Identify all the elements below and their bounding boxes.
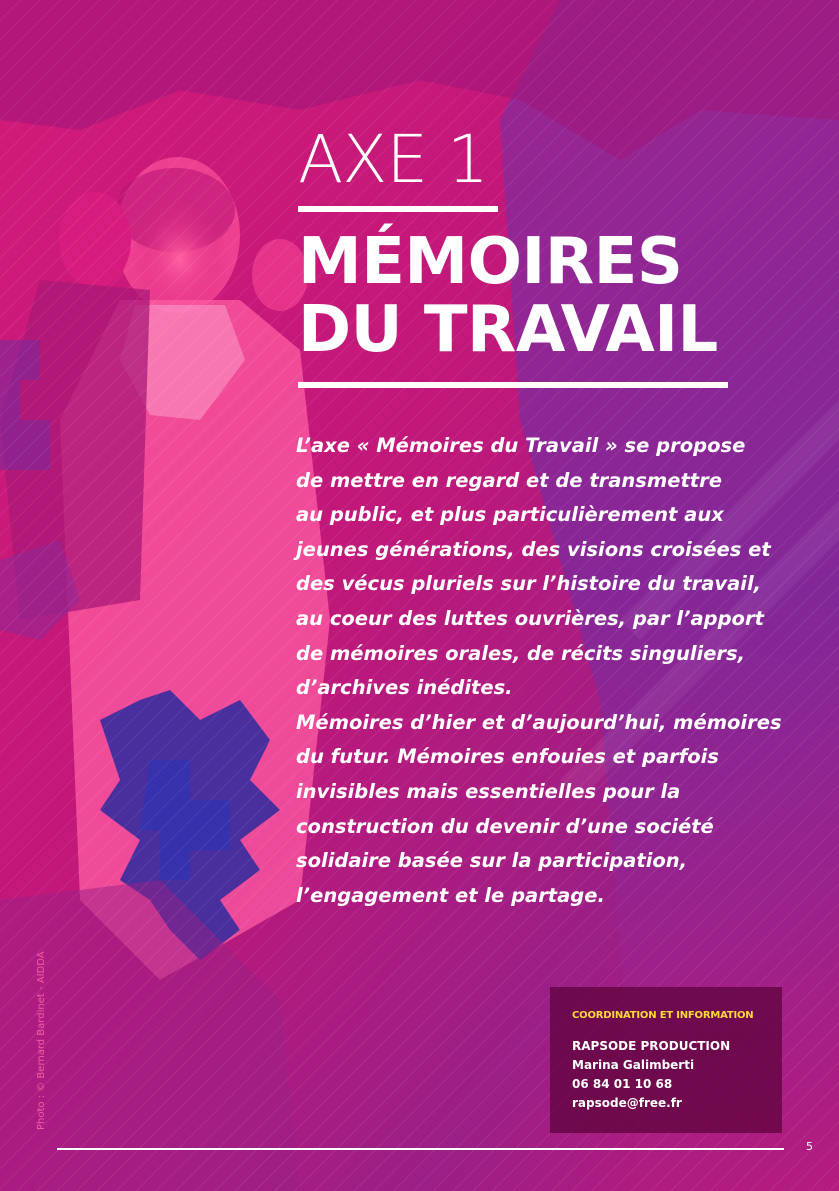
contact-box (550, 987, 782, 1133)
footer-rule (57, 1148, 784, 1150)
contact-heading: COORDINATION ET INFORMATION (572, 1010, 754, 1021)
contact-person: Marina Galimberti (572, 1058, 695, 1072)
body-line: l’engagement et le partage. (296, 883, 605, 907)
contact-company: RAPSODE PRODUCTION (572, 1039, 731, 1053)
body-line: d’archives inédites. (296, 676, 513, 700)
body-line: de mémoires orales, de récits singuliers, (296, 641, 746, 665)
page-title (298, 225, 718, 367)
title-rule-long (298, 382, 728, 388)
body-line: Mémoires d’hier et d’aujourd’hui, mémoires (296, 710, 782, 734)
body-line: invisibles mais essentielles pour la (296, 779, 681, 803)
title-rule-short (298, 206, 498, 212)
body-line: du futur. Mémoires enfouies et parfois (296, 745, 719, 769)
body-line: de mettre en regard et de transmettre (296, 468, 722, 492)
body-line: au public, et plus particulièrement aux (296, 503, 724, 527)
contact-phone: 06 84 01 10 68 (572, 1077, 673, 1091)
page-title-line-2: DU TRAVAIL (298, 293, 718, 367)
body-line: construction du devenir d’une société (296, 814, 714, 838)
body-line: des vécus pluriels sur l’histoire du travail, (296, 572, 762, 596)
body-line: au coeur des luttes ouvrières, par l’apport (296, 606, 764, 630)
photo-credit: Photo : © Bernard Bardinet - AIDDA (36, 951, 47, 1130)
body-line: jeunes générations, des visions croisées et (296, 537, 771, 561)
body-line: L’axe « Mémoires du Travail » se propose (296, 434, 746, 457)
page-number: 5 (806, 1140, 813, 1153)
axis-label: AXE 1 (298, 121, 489, 198)
body-line: solidaire basée sur la participation, (296, 849, 688, 873)
body-paragraph (296, 429, 796, 913)
page-title-line-1: MÉMOIRES (298, 225, 683, 299)
contact-email[interactable]: rapsode@free.fr (572, 1096, 682, 1110)
